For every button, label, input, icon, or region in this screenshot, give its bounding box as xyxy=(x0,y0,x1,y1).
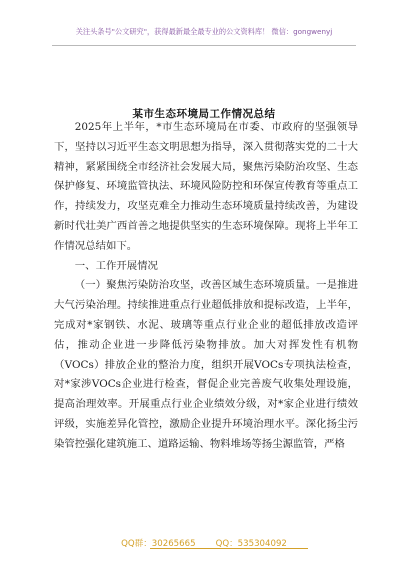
header-banner: 关注头条号"公文研究"，获得最新最全最专业的公文资料库！ 微信：gongwenyj xyxy=(75,27,333,36)
footer-qq-group: QQ群：30265665 xyxy=(121,539,196,549)
intro-paragraph: 2025年上半年，*市生态环境局在市委、市政府的坚强领导下，坚持以习近平生态文明思想为指导，深入贯彻落实党的二十大精神，紧紧围绕全市经济社会发展大局，聚焦污染防治攻坚、生态保护修复、环境监管执法、环境风险防控和环保宣传教育等重点工作，持续发力，攻坚克难全力推动生态环境质量持续改善，为建设新时代壮美广西首善之地提供坚实的生态环境保障。现将上半年工作情况总结如下。 xyxy=(54,121,358,252)
footer-divider xyxy=(150,548,308,549)
header-divider xyxy=(52,45,356,46)
document-body xyxy=(54,118,358,455)
document-title: 某市生态环境局工作情况总结 xyxy=(132,108,276,120)
footer-qq-contact: QQ：535304092 xyxy=(215,539,287,549)
body-paragraph: （一）聚焦污染防治攻坚，改善区域生态环境质量。一是推进大气污染治理。持续推进重点行业超低排放和提标改造，上半年，完成对*家钢铁、水泥、玻璃等重点行业企业的超低排放改造评估，推动企业进一步降低污染物排放。加大对挥发性有机物（VOCs）排放企业的整治力度，组织开展VOCs专项执法检查，对*家涉VOCs企业进行检查，督促企业完善废气收集处理设施，提高治理效率。开展重点行业企业绩效分级，对*家企业进行绩效评级，实施差异化管控，激励企业提升环境治理水平。深化扬尘污染管控强化建筑施工、道路运输、物料堆场等扬尘源监管，严格 xyxy=(54,279,358,450)
section-heading: 一、工作开展情况 xyxy=(74,259,158,272)
